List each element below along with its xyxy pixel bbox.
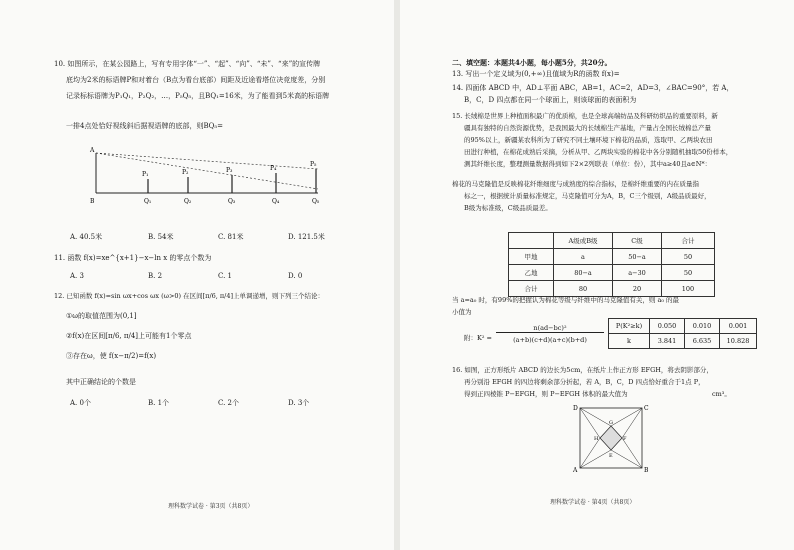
label-C: C: [644, 405, 649, 412]
q15-line1: 15. 长绒棉是世界上种植面积最广的优质棉，也是全球高端纺品及科研纺织品的重要原料，新: [452, 112, 718, 120]
table-cell: 乙地: [509, 265, 554, 281]
label-P1: P₁: [142, 171, 149, 178]
table-header-row: [509, 233, 715, 249]
fold-line: [611, 450, 642, 468]
table-cell: 甲地: [509, 249, 554, 265]
left-page: [0, 0, 394, 550]
table-cell: 50: [662, 249, 715, 265]
table-cell: k: [609, 334, 650, 349]
right-footer: 理科数学试卷 · 第4页（共8页）: [550, 499, 636, 506]
table-header-cell: [509, 233, 554, 249]
q15-line4: 田进行种植，在棉花成熟后采摘，分析从甲、乙两块实验的棉花中各分别随机抽取50份样本，: [464, 148, 733, 156]
q15-line7: 标之一，根据统计质量标准规定，马克隆值可分为A，B，C三个级别，A级品质最好，: [464, 192, 711, 200]
q10-option-d: D. 121.5米: [288, 233, 325, 241]
fold-line: [622, 408, 642, 438]
contingency-table: [508, 232, 715, 297]
q12-ask: 其中正确结论的个数是: [66, 378, 136, 386]
table-cell: 6.635: [685, 334, 720, 349]
table-header-cell: 合计: [662, 233, 715, 249]
q11-option-c: C. 1: [218, 272, 233, 280]
label-Q5: Q₅: [312, 198, 320, 205]
fold-line: [580, 438, 600, 468]
q15-ask-line2: 小值为: [452, 308, 472, 316]
label-B: B: [90, 198, 95, 205]
table-cell: 3.841: [650, 334, 685, 349]
label-Q4: Q₄: [272, 198, 280, 205]
label-P5: P₅: [310, 161, 317, 168]
q16-line3: 得到正四棱锥 P−EFGH，则 P−EFGH 体积的最大值为: [464, 390, 628, 398]
table-row: [509, 249, 715, 265]
q15-line8: B级为标准级，C级品质最差。: [464, 204, 552, 212]
table-row: [509, 265, 715, 281]
fold-line: [611, 408, 642, 426]
table-cell: 20: [613, 281, 662, 297]
formula-lead: 附：K² =: [464, 334, 492, 342]
q10-option-c: C. 81米: [218, 233, 244, 241]
table-row: [609, 319, 757, 334]
table-cell: a−30: [613, 265, 662, 281]
q12-stem: 12. 已知函数 f(x)=sin ωx+cos ωx (ω>0) 在区间[π/6, π/4]上单调递增，则下列三个结论：: [54, 292, 325, 300]
square-efgh: [600, 426, 622, 450]
q12-option-b: B. 1个: [148, 399, 170, 407]
q11-option-d: D. 0: [288, 272, 303, 280]
q12-conclusion-3: ③存在ω，使 f(x−π/2)=f(x): [66, 352, 157, 360]
q16-figure: [572, 402, 656, 474]
label-B: B: [644, 467, 649, 474]
label-P3: P₃: [226, 167, 233, 174]
label-F: F: [623, 436, 627, 442]
label-Q3: Q₃: [228, 198, 236, 205]
q10-option-a: A. 40.5米: [70, 233, 103, 241]
q11-stem: 11. 函数 f(x)=xe^{x+1}−x−ln x 的零点个数为: [54, 254, 212, 262]
q10-line3: 记录标标语牌为P₁Q₁，P₂Q₂，…，P₅Q₅，且BQ₁=16米，为了能看到5米高的标语牌: [66, 92, 330, 100]
table-cell: 50: [662, 265, 715, 281]
q16-line1: 16. 如图，正方形纸片 ABCD 的边长为5cm，在纸片上作正方形 EFGH，将去阴影部分，: [452, 366, 713, 374]
table-cell: 合计: [509, 281, 554, 297]
label-H: H: [594, 436, 599, 442]
label-A: A: [573, 467, 578, 474]
table-cell: 80−a: [554, 265, 613, 281]
formula-numerator: n(ad−bc)²: [496, 324, 604, 333]
label-P4: P₄: [270, 165, 277, 172]
q15-line6: 棉花的马克隆值是反映棉花纤维细度与成熟度的综合指标，是棉纤维重要的内在质量指: [452, 180, 699, 188]
q16-unit: cm³。: [712, 390, 731, 398]
q12-option-a: A. 0个: [70, 399, 91, 407]
q12-conclusion-2: ②f(x)在区间[π/6, π/4]上可能有1个零点: [66, 332, 192, 340]
right-page: [400, 0, 794, 550]
table-cell: a: [554, 249, 613, 265]
q12-conclusion-1: ①ω的取值范围为(0,1]: [66, 312, 137, 320]
q14-line2: B，C，D 四点都在同一个球面上，则该球面的表面积为: [464, 96, 637, 104]
sight-line-2: [96, 153, 318, 189]
label-A: A: [90, 147, 95, 154]
fold-line: [580, 408, 600, 438]
q10-option-b: B. 54米: [148, 233, 174, 241]
q12-option-c: C. 2个: [218, 399, 240, 407]
q11-option-b: B. 2: [148, 272, 163, 280]
q15-line5: 测其纤维长度，整理测量数据得到如下2×2列联表（单位：份），其中a≥40且a∈N*：: [464, 160, 712, 168]
left-footer: 理科数学试卷 · 第3页（共8页）: [168, 503, 254, 510]
label-D: D: [573, 405, 578, 412]
q16-line2: 再分别沿 EFGH 的四边将剩余部分折起，若 A，B，C，D 四点恰好重合于1点 P，: [464, 378, 705, 386]
fold-line: [622, 438, 642, 468]
label-P2: P₂: [182, 169, 189, 176]
fold-line: [580, 408, 611, 426]
q10-line2: 底均为2米的标语牌P和对着台（B点为看台底部）间距及近途看塔位决竞度差，分别: [66, 76, 326, 84]
q14-line1: 14. 四面体 ABCD 中，AD⊥平面 ABC，AB=1，AC=2，AD=3，∠BAC=90°，若 A，: [452, 84, 734, 92]
label-Q2: Q₂: [184, 198, 192, 205]
table-header-cell: C级: [613, 233, 662, 249]
table-cell: 10.828: [720, 334, 757, 349]
q10-line1: 10. 如图所示，在某公园路上，写有专用字体“一”、“起”、“向”、“未”、“来”的宣传牌: [54, 60, 321, 68]
q10-figure: [86, 143, 326, 209]
table-row: [609, 334, 757, 349]
fold-line: [580, 450, 611, 468]
table-cell: 50−a: [613, 249, 662, 265]
label-Q1: Q₁: [144, 198, 152, 205]
q13-stem: 13. 写出一个定义域为(0,+∞)且值域为R的函数 f(x)=: [452, 70, 620, 78]
table-row: [509, 281, 715, 297]
formula-denominator: (a+b)(c+d)(a+c)(b+d): [513, 336, 587, 344]
table-header-cell: A级或B级: [554, 233, 613, 249]
label-E: E: [609, 453, 613, 459]
q15-ask-line1: 当 a=a₀ 时，有99%的把握认为棉花等级与纤维中的马克隆值有关，则 a₀ 的最: [452, 296, 679, 304]
q11-option-a: A. 3: [70, 272, 84, 280]
q10-line4: 一排4点处恰好视线斜后据视语牌的底部，则BQ₅=: [66, 122, 224, 130]
table-cell: 0.050: [650, 319, 685, 334]
table-cell: 0.001: [720, 319, 757, 334]
label-G: G: [609, 420, 613, 426]
table-cell: 80: [554, 281, 613, 297]
q15-line2: 疆具有独特的自然资源优势，是我国最大的长绒棉生产基地，产量占全国长绒棉总产量: [464, 124, 711, 132]
critical-value-table: [608, 318, 757, 349]
table-cell: P(K²≥k): [609, 319, 650, 334]
table-cell: 0.010: [685, 319, 720, 334]
table-cell: 100: [662, 281, 715, 297]
section-title: 二、填空题：本题共4小题，每小题5分，共20分。: [452, 58, 612, 67]
q15-line3: 的95%以上，新疆某农科所为了研究不同土壤环境下棉花的品质，选取甲、乙两块农田: [464, 136, 713, 144]
q12-option-d: D. 3个: [288, 399, 310, 407]
sight-line: [96, 153, 318, 169]
